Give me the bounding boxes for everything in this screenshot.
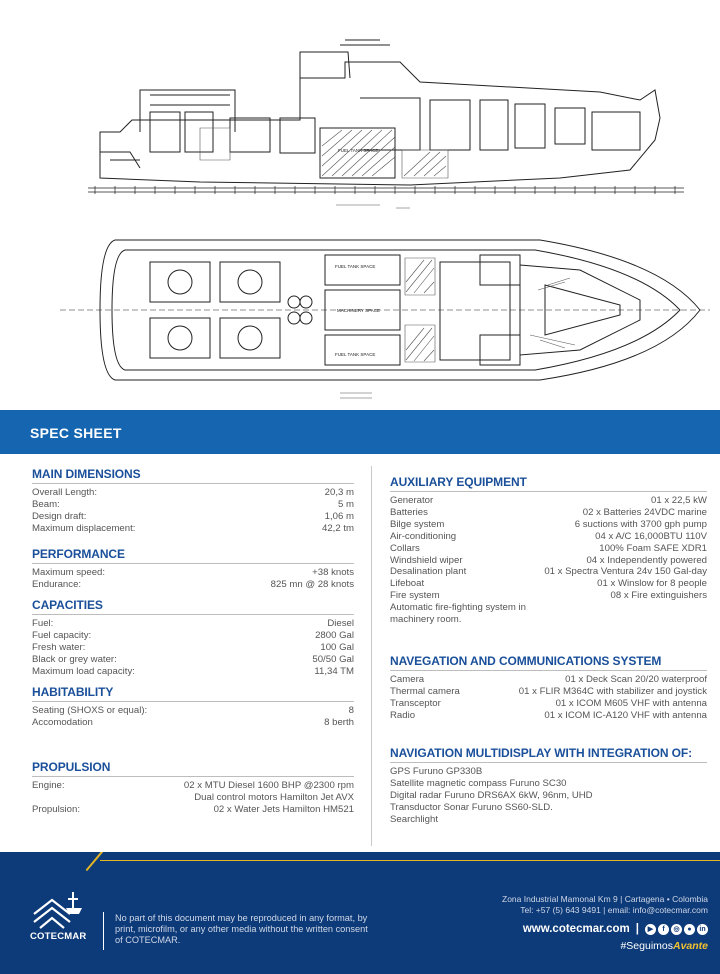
spec-row: Propulsion: 02 x Water Jets Hamilton HM521: [32, 803, 354, 815]
label-fuel-tank-space-side: FUEL TANK SPACE: [338, 148, 379, 153]
auxiliary-equipment-section: [390, 475, 707, 626]
legal-divider: [103, 912, 104, 950]
capacities-heading: CAPACITIES: [32, 598, 354, 615]
facebook-icon[interactable]: f: [658, 924, 669, 935]
footer: [0, 852, 720, 974]
propulsion-section: [32, 760, 354, 816]
multidisplay-item: GPS Furuno GP330B: [390, 766, 483, 777]
spec-row: Collars 100% Foam SAFE XDR1: [390, 542, 707, 554]
performance-heading: PERFORMANCE: [32, 547, 354, 564]
brand-name: COTECMAR: [30, 931, 87, 942]
website-row: [523, 923, 708, 935]
spec-row: Accomodation 8 berth: [32, 716, 354, 728]
spec-row: Engine: 02 x MTU Diesel 1600 BHP @2300 rpm: [32, 780, 354, 791]
hashtag: #SeguimosAvante: [620, 940, 708, 952]
contact-info: [502, 894, 708, 916]
spec-row: Dual control motors Hamilton Jet AVX: [194, 791, 354, 803]
label-fuel-tank-space-top: FUEL TANK SPACE: [335, 264, 376, 269]
spec-row: Beam: 5 m: [32, 498, 354, 510]
footer-accent-line: [100, 860, 720, 861]
page-title: SPEC SHEET: [30, 425, 122, 441]
spec-row: Overall Length: 20,3 m: [32, 487, 354, 498]
spec-row: Windshield wiper 04 x Independently powered: [390, 554, 707, 566]
spec-row: Fresh water: 100 Gal: [32, 641, 354, 653]
spec-row: Maximum displacement: 42,2 tm: [32, 522, 354, 534]
habitability-heading: HABITABILITY: [32, 685, 354, 702]
performance-section: [32, 547, 354, 591]
navcom-section: [390, 654, 707, 722]
spec-sheet-band: [0, 410, 720, 454]
spec-row: Air-conditioning 04 x A/C 16,000BTU 110V: [390, 530, 707, 542]
label-fuel-tank-space-bottom: FUEL TANK SPACE: [335, 352, 376, 357]
social-icons: [645, 924, 708, 935]
footer-accent-stroke: [86, 852, 107, 871]
habitability-section: [32, 685, 354, 729]
spec-row: Radio 01 x ICOM IC-A120 VHF with antenna: [390, 709, 707, 721]
linkedin-icon[interactable]: in: [697, 924, 708, 935]
spec-row: Transceptor 01 x ICOM M605 VHF with antenna: [390, 697, 707, 709]
spec-row: Black or grey water: 50/50 Gal: [32, 653, 354, 665]
spec-row: Fuel capacity: 2800 Gal: [32, 629, 354, 641]
multidisplay-item: Searchlight: [390, 813, 438, 825]
propulsion-heading: PROPULSION: [32, 760, 354, 777]
column-divider: [371, 466, 372, 846]
address: Zona Industrial Mamonal Km 9 | Cartagena • Colombia: [502, 894, 708, 904]
boat-drawing: [0, 0, 720, 410]
spec-row: Batteries 02 x Batteries 24VDC marine: [390, 506, 707, 518]
main-dimensions-heading: MAIN DIMENSIONS: [32, 467, 354, 484]
spec-row: Lifeboat 01 x Winslow for 8 people: [390, 578, 707, 590]
spec-row: Bilge system 6 suctions with 3700 gph pump: [390, 518, 707, 530]
multidisplay-item: Satellite magnetic compass Furuno SC30: [390, 777, 567, 789]
spec-row: Design draft: 1,06 m: [32, 510, 354, 522]
navcom-heading: NAVEGATION AND COMMUNICATIONS SYSTEM: [390, 654, 707, 671]
cotecmar-logo-icon: [30, 888, 100, 952]
website-link[interactable]: www.cotecmar.com: [522, 923, 630, 935]
youtube-icon[interactable]: ▶: [645, 924, 656, 935]
multidisplay-item: Digital radar Furuno DRS6AX 6kW, 96nm, UHD: [390, 789, 593, 801]
multidisplay-section: [390, 746, 707, 826]
fire-note-line: Automatic fire-fighting system in: [390, 602, 526, 614]
separator: |: [635, 923, 639, 935]
multidisplay-heading: NAVIGATION MULTIDISPLAY WITH INTEGRATION OF:: [390, 746, 707, 763]
spec-row: Seating (SHOXS or equal): 8: [32, 705, 354, 716]
instagram-icon[interactable]: ◎: [671, 924, 682, 935]
spec-row: Thermal camera 01 x FLIR M364C with stabilizer and joystick: [390, 685, 707, 697]
phone-email[interactable]: Tel: +57 (5) 643 9491 | email: info@cotecmar.com: [520, 905, 708, 915]
flickr-icon[interactable]: ●: [684, 924, 695, 935]
main-dimensions-section: [32, 467, 354, 535]
spec-row: Maximum load capacity: 11,34 TM: [32, 665, 354, 677]
spec-row: Desalination plant 01 x Spectra Ventura 24v 150 Gal-day: [390, 566, 707, 578]
legal-notice: No part of this document may be reproduced in any format, by print, microfilm, or any other media without the written consent of COTECMAR.: [115, 913, 368, 945]
label-machinery-space: MACHINERY SPACE: [337, 308, 381, 313]
multidisplay-item: Transductor Sonar Furuno SS60-SLD.: [390, 801, 553, 813]
spec-row: Generator 01 x 22,5 kW: [390, 495, 707, 506]
auxiliary-equipment-heading: AUXILIARY EQUIPMENT: [390, 475, 707, 492]
boat-profile-and-plan: [0, 0, 720, 410]
fire-note-line: machinery room.: [390, 614, 462, 626]
spec-row: Fire system 08 x Fire extinguishers: [390, 590, 707, 602]
spec-row: Maximum speed: +38 knots: [32, 567, 354, 578]
spec-row: Endurance: 825 mn @ 28 knots: [32, 578, 354, 590]
capacities-section: [32, 598, 354, 678]
spec-row: Fuel: Diesel: [32, 618, 354, 629]
spec-row: Camera 01 x Deck Scan 20/20 waterproof: [390, 674, 707, 685]
